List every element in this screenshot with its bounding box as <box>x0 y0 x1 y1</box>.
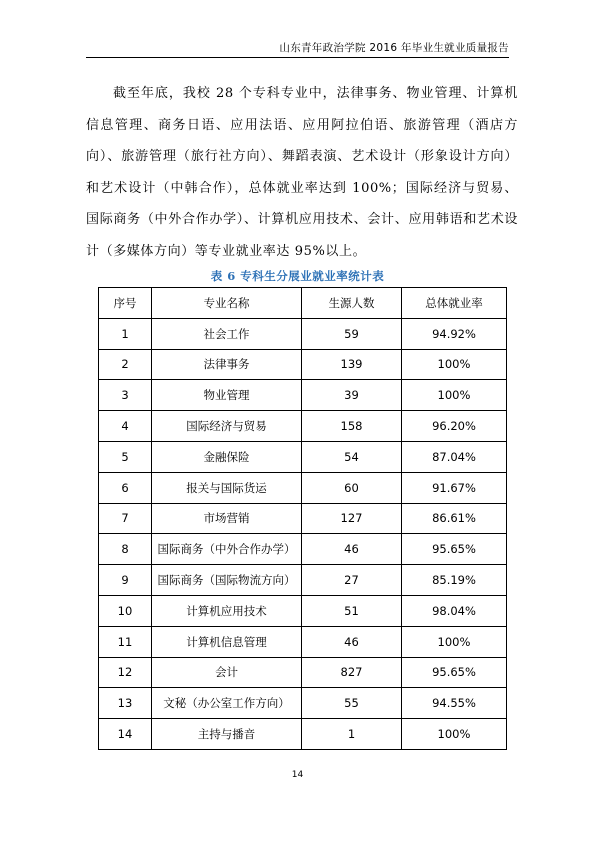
table-row <box>99 626 507 657</box>
student-count-cell: 158 <box>302 411 402 442</box>
row-index-cell: 9 <box>99 565 152 596</box>
table-row <box>99 472 507 503</box>
table-row <box>99 380 507 411</box>
major-name-cell: 国际经济与贸易 <box>152 411 302 442</box>
table-row <box>99 719 507 750</box>
major-name-cell: 会计 <box>152 657 302 688</box>
student-count-cell: 46 <box>302 534 402 565</box>
body-paragraph: 截至年底，我校 28 个专科专业中，法律事务、物业管理、计算机信息管理、商务日语、应用法语、应用阿拉伯语、旅游管理（酒店方向）、旅游管理（旅行社方向）、舞蹈表演、艺术设计（形象设计方向）和艺术设计（中韩合作），总体就业率达到 100%；国际经济与贸易、国际商务（中外合作办学）、计算机应用技术、会计、应用韩语和艺术设计（多媒体方向）等专业就业率达 95%以上。 <box>86 86 518 259</box>
employment-rate-cell: 87.04% <box>402 441 507 472</box>
student-count-cell: 55 <box>302 688 402 719</box>
employment-rate-cell: 95.65% <box>402 657 507 688</box>
student-count-cell: 60 <box>302 472 402 503</box>
row-index-cell: 14 <box>99 719 152 750</box>
major-name-cell: 社会工作 <box>152 318 302 349</box>
table-row <box>99 349 507 380</box>
column-header: 序号 <box>99 288 152 319</box>
table-caption: 表 6 专科生分展业就业率统计表 <box>210 269 385 283</box>
row-index-cell: 13 <box>99 688 152 719</box>
row-index-cell: 7 <box>99 503 152 534</box>
row-index-cell: 3 <box>99 380 152 411</box>
major-name-cell: 报关与国际货运 <box>152 472 302 503</box>
employment-rate-cell: 95.65% <box>402 534 507 565</box>
employment-rate-cell: 100% <box>402 626 507 657</box>
row-index-cell: 1 <box>99 318 152 349</box>
row-index-cell: 6 <box>99 472 152 503</box>
table-row <box>99 534 507 565</box>
student-count-cell: 54 <box>302 441 402 472</box>
row-index-cell: 8 <box>99 534 152 565</box>
column-header: 总体就业率 <box>402 288 507 319</box>
row-index-cell: 4 <box>99 411 152 442</box>
student-count-cell: 51 <box>302 595 402 626</box>
column-header: 专业名称 <box>152 288 302 319</box>
header-divider <box>86 57 509 58</box>
table-row <box>99 595 507 626</box>
major-name-cell: 计算机应用技术 <box>152 595 302 626</box>
employment-rate-cell: 98.04% <box>402 595 507 626</box>
student-count-cell: 46 <box>302 626 402 657</box>
student-count-cell: 59 <box>302 318 402 349</box>
row-index-cell: 11 <box>99 626 152 657</box>
table-row <box>99 318 507 349</box>
table-row <box>99 657 507 688</box>
employment-rate-cell: 86.61% <box>402 503 507 534</box>
table-row <box>99 565 507 596</box>
table-header-row <box>99 288 507 319</box>
student-count-cell: 39 <box>302 380 402 411</box>
major-name-cell: 主持与播音 <box>152 719 302 750</box>
table-row <box>99 688 507 719</box>
row-index-cell: 12 <box>99 657 152 688</box>
employment-rate-cell: 85.19% <box>402 565 507 596</box>
major-name-cell: 金融保险 <box>152 441 302 472</box>
major-name-cell: 文秘（办公室工作方向） <box>152 688 302 719</box>
row-index-cell: 10 <box>99 595 152 626</box>
major-name-cell: 国际商务（中外合作办学） <box>152 534 302 565</box>
column-header: 生源人数 <box>302 288 402 319</box>
employment-rate-cell: 91.67% <box>402 472 507 503</box>
major-name-cell: 国际商务（国际物流方向） <box>152 565 302 596</box>
employment-rate-cell: 100% <box>402 380 507 411</box>
employment-rate-cell: 94.55% <box>402 688 507 719</box>
employment-rate-table <box>98 287 507 750</box>
student-count-cell: 139 <box>302 349 402 380</box>
table-row <box>99 411 507 442</box>
major-name-cell: 物业管理 <box>152 380 302 411</box>
student-count-cell: 827 <box>302 657 402 688</box>
employment-rate-cell: 100% <box>402 349 507 380</box>
employment-rate-cell: 96.20% <box>402 411 507 442</box>
student-count-cell: 1 <box>302 719 402 750</box>
row-index-cell: 2 <box>99 349 152 380</box>
student-count-cell: 127 <box>302 503 402 534</box>
employment-rate-cell: 94.92% <box>402 318 507 349</box>
major-name-cell: 市场营销 <box>152 503 302 534</box>
table-row <box>99 441 507 472</box>
student-count-cell: 27 <box>302 565 402 596</box>
employment-rate-cell: 100% <box>402 719 507 750</box>
table-row <box>99 503 507 534</box>
row-index-cell: 5 <box>99 441 152 472</box>
major-name-cell: 计算机信息管理 <box>152 626 302 657</box>
page-header: 山东青年政治学院 2016 年毕业生就业质量报告 <box>279 42 509 54</box>
major-name-cell: 法律事务 <box>152 349 302 380</box>
page-number: 14 <box>291 770 304 780</box>
